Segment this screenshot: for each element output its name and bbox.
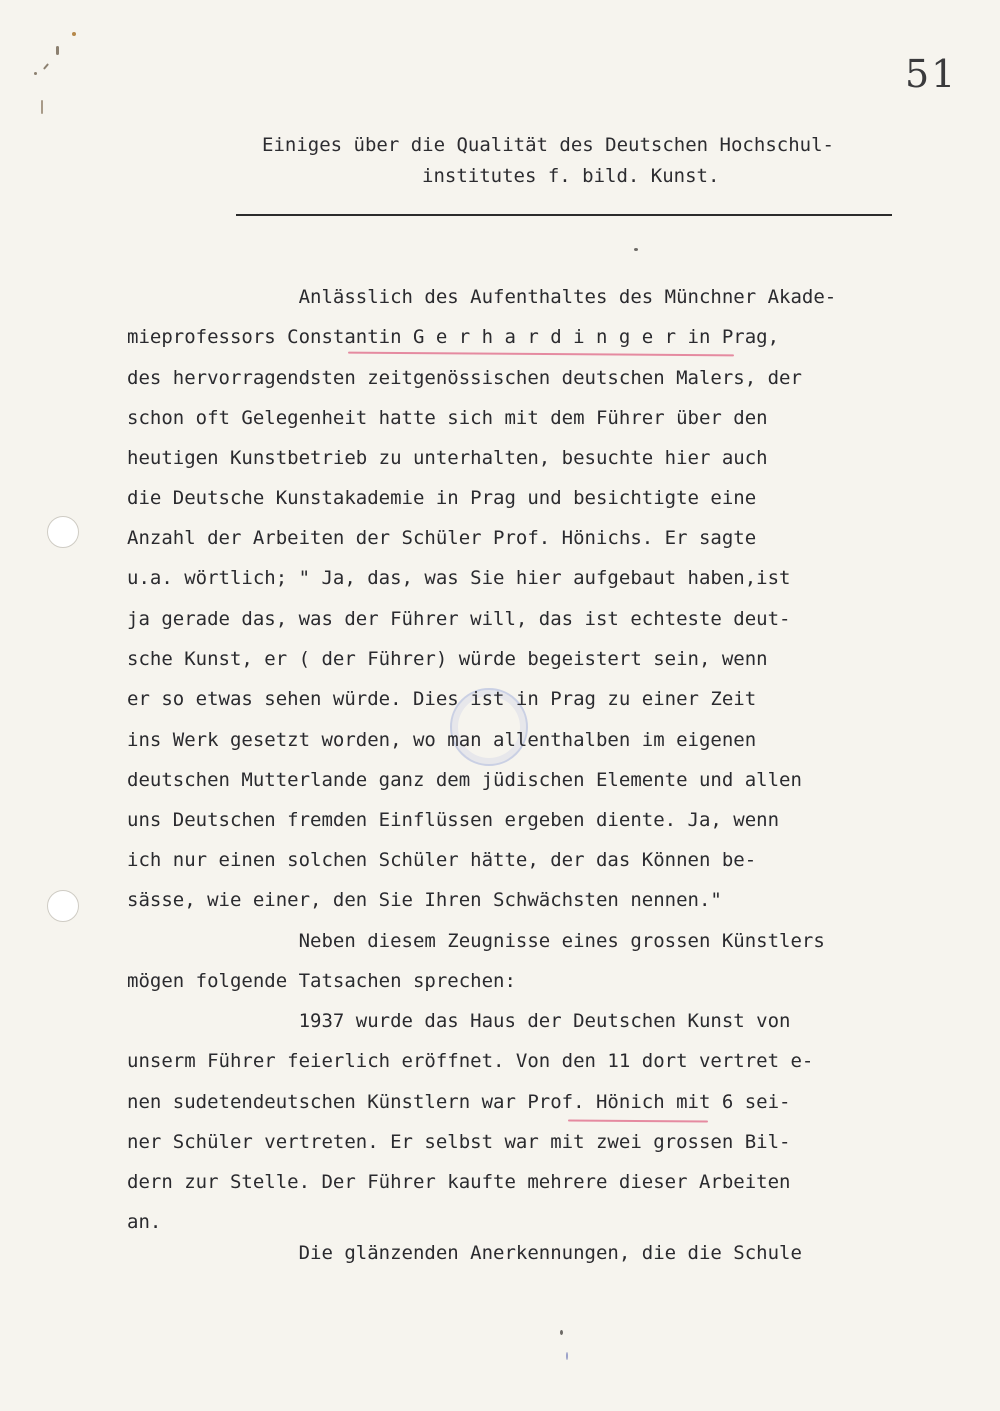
punch-hole <box>47 890 79 922</box>
body-line: des hervorragendsten zeitgenössischen deutschen Malers, der <box>127 367 802 389</box>
body-line: an. <box>127 1211 162 1233</box>
body-line: sässe, wie einer, den Sie Ihren Schwächsten nennen." <box>127 889 722 911</box>
pink-underline <box>348 352 734 357</box>
paper-mark <box>566 1352 568 1360</box>
title-line: Einiges über die Qualität des Deutschen Hochschul- <box>262 134 834 156</box>
paper-mark <box>41 100 43 114</box>
body-line: schon oft Gelegenheit hatte sich mit dem Führer über den <box>127 407 768 429</box>
body-line: sche Kunst, er ( der Führer) würde begeistert sein, wenn <box>127 648 768 670</box>
page-number: 51 <box>905 52 958 96</box>
paper-mark <box>43 63 49 70</box>
paper-mark <box>56 46 59 55</box>
body-line: ins Werk gesetzt worden, wo man allenthalben im eigenen <box>127 729 757 751</box>
paper-mark <box>72 32 76 36</box>
body-line: dern zur Stelle. Der Führer kaufte mehrere dieser Arbeiten <box>127 1171 791 1193</box>
body-line: Anlässlich des Aufenthaltes des Münchner Akade- <box>127 286 837 308</box>
body-line: uns Deutschen fremden Einflüssen ergeben diente. Ja, wenn <box>127 809 780 831</box>
body-line: Neben diesem Zeugnisse eines grossen Künstlers <box>127 930 825 952</box>
paper-mark <box>560 1330 563 1335</box>
body-line: deutschen Mutterlande ganz dem jüdischen Elemente und allen <box>127 769 802 791</box>
body-line: nen sudetendeutschen Künstlern war Prof. Hönich mit 6 sei- <box>127 1091 791 1113</box>
paper-mark <box>34 72 37 75</box>
title-divider <box>236 214 892 216</box>
body-line: u.a. wörtlich; " Ja, das, was Sie hier aufgebaut haben,ist <box>127 567 791 589</box>
body-line: heutigen Kunstbetrieb zu unterhalten, besuchte hier auch <box>127 447 768 469</box>
body-line: ner Schüler vertreten. Er selbst war mit zwei grossen Bil- <box>127 1131 791 1153</box>
punch-hole <box>47 516 79 548</box>
body-line: unserm Führer feierlich eröffnet. Von den 11 dort vertret e- <box>127 1050 814 1072</box>
body-line: ich nur einen solchen Schüler hätte, der das Können be- <box>127 849 757 871</box>
body-line: mieprofessors Constantin G e r h a r d i n g e r in Prag, <box>127 326 780 348</box>
paper-mark <box>634 248 638 251</box>
body-line: die Deutsche Kunstakademie in Prag und besichtigte eine <box>127 487 757 509</box>
pink-underline <box>568 1120 708 1123</box>
body-line: Die glänzenden Anerkennungen, die die Schule <box>127 1242 802 1264</box>
document-title <box>262 130 902 192</box>
body-line: ja gerade das, was der Führer will, das ist echteste deut- <box>127 608 791 630</box>
body-line: er so etwas sehen würde. Dies ist in Prag zu einer Zeit <box>127 688 757 710</box>
body-line: 1937 wurde das Haus der Deutschen Kunst von <box>127 1010 791 1032</box>
body-line: mögen folgende Tatsachen sprechen: <box>127 970 516 992</box>
body-line: Anzahl der Arbeiten der Schüler Prof. Hönichs. Er sagte <box>127 527 757 549</box>
title-line: institutes f. bild. Kunst. <box>422 165 720 187</box>
